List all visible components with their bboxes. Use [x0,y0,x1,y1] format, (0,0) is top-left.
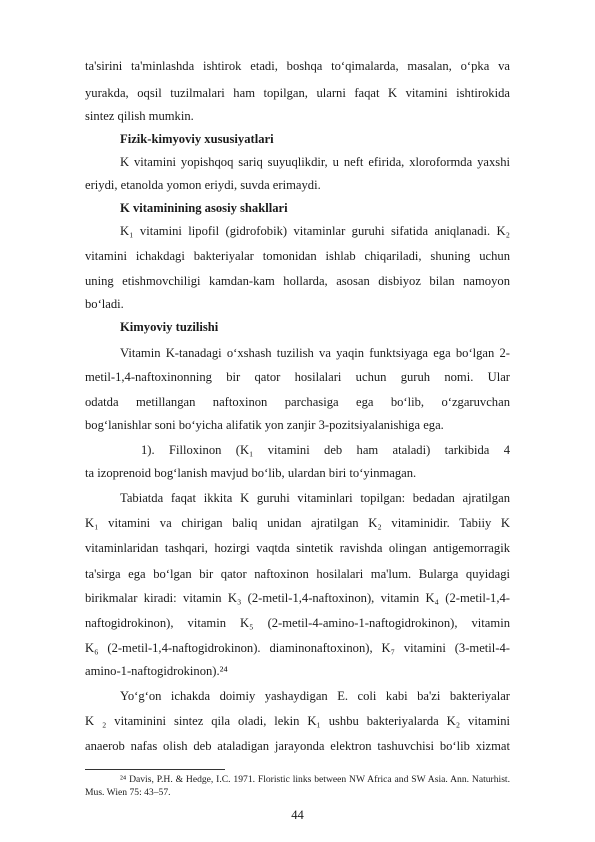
paragraph-line: ta'sirini ta'minlashda ishtirok etadi, boshqa to‘qimalarda, masalan, o‘pka va [85,59,510,73]
paragraph-line: K ₂ vitaminini sintez qila oladi, lekin K₁ ushbu bakteriyalarda K₂ vitamini [85,714,510,728]
paragraph-line: bog‘lanishlar soni bo‘yicha alifatik yon zanjir 3-pozitsiyalanishiga ega. [85,418,444,432]
footnote-line: Mus. Wien 75: 43–57. [85,787,171,798]
paragraph-line: uning etishmovchiligi kamdan-kam hollarda, asosan disbiyoz bilan namoyon [85,274,510,288]
paragraph-line: odatda metillangan naftoxinon parchasiga ega bo‘lib, o‘zgaruvchan [85,395,510,409]
paragraph-line: Tabiatda faqat ikkita K guruhi vitaminlari topilgan: bedadan ajratilgan [120,491,510,505]
section-heading: Kimyoviy tuzilishi [120,320,219,334]
paragraph-line: yurakda, oqsil tuzilmalari ham topilgan, ularni faqat K vitamini ishtirokida [85,86,510,100]
paragraph-line: birikmalar kiradi: vitamin K₃ (2-metil-1,4-naftoxinon), vitamin K₄ (2-metil-1,4- [85,591,510,605]
paragraph-line: anaerob nafas olish deb ataladigan jarayonda elektron tashuvchisi bo‘lib xizmat [85,739,510,753]
footnote-separator [85,769,225,770]
paragraph-line: ta izoprenoid bog‘lanish mavjud bo‘lib, ulardan biri to‘yinmagan. [85,466,417,480]
paragraph-line: K₁ vitamini va chirigan baliq unidan ajratilgan K₂ vitaminidir. Tabiiy K [85,516,510,530]
footnote-line: ²⁴ Davis, P.H. & Hedge, I.C. 1971. Floristic links between NW Africa and SW Asia. Ann. Naturhist. [120,774,510,785]
paragraph-line: bo‘ladi. [85,297,124,311]
paragraph-line: eriydi, etanolda yomon eriydi, suvda erimaydi. [85,178,321,192]
paragraph-line: naftogidrokinon), vitamin K₅ (2-metil-4-amino-1-naftogidrokinon), vitamin [85,616,510,630]
paragraph-line: Yo‘g‘on ichakda doimiy yashaydigan E. coli kabi ba'zi bakteriyalar [120,689,510,703]
paragraph-line: metil-1,4-naftoxinonning bir qator hosilalari uchun guruh nomi. Ular [85,370,510,384]
paragraph-line: K₆ (2-metil-1,4-naftogidrokinon). diaminonaftoxinon), K₇ vitamini (3-metil-4- [85,641,510,655]
page-number: 44 [291,808,304,822]
paragraph-line: amino-1-naftogidrokinon).²⁴ [85,664,228,678]
list-item: 1). Filloxinon (K₁ vitamini deb ham ataladi) tarkibida 4 [141,443,510,457]
paragraph-line: vitaminlaridan tashqari, hozirgi vaqtda sintetik ravishda olingan antigemorragik [85,541,510,555]
paragraph-line: K₁ vitamini lipofil (gidrofobik) vitaminlar guruhi sifatida aniqlanadi. K₂ [120,224,510,238]
section-heading: K vitaminining asosiy shakllari [120,201,288,215]
paragraph-line: Vitamin K-tanadagi o‘xshash tuzilish va yaqin funktsiyaga ega bo‘lgan 2- [120,346,510,360]
paragraph-line: K vitamini yopishqoq sariq suyuqlikdir, u neft efirida, xloroformda yaxshi [120,155,510,169]
section-heading: Fizik-kimyoviy xususiyatlari [120,132,274,146]
paragraph-line: sintez qilish mumkin. [85,109,194,123]
paragraph-line: ta'sirga ega bo‘lgan bir qator naftoxinon hosilalari ma'lum. Bularga quyidagi [85,567,510,581]
paragraph-line: vitamini ichakdagi bakteriyalar tomonidan ishlab chiqariladi, shuning uchun [85,249,510,263]
